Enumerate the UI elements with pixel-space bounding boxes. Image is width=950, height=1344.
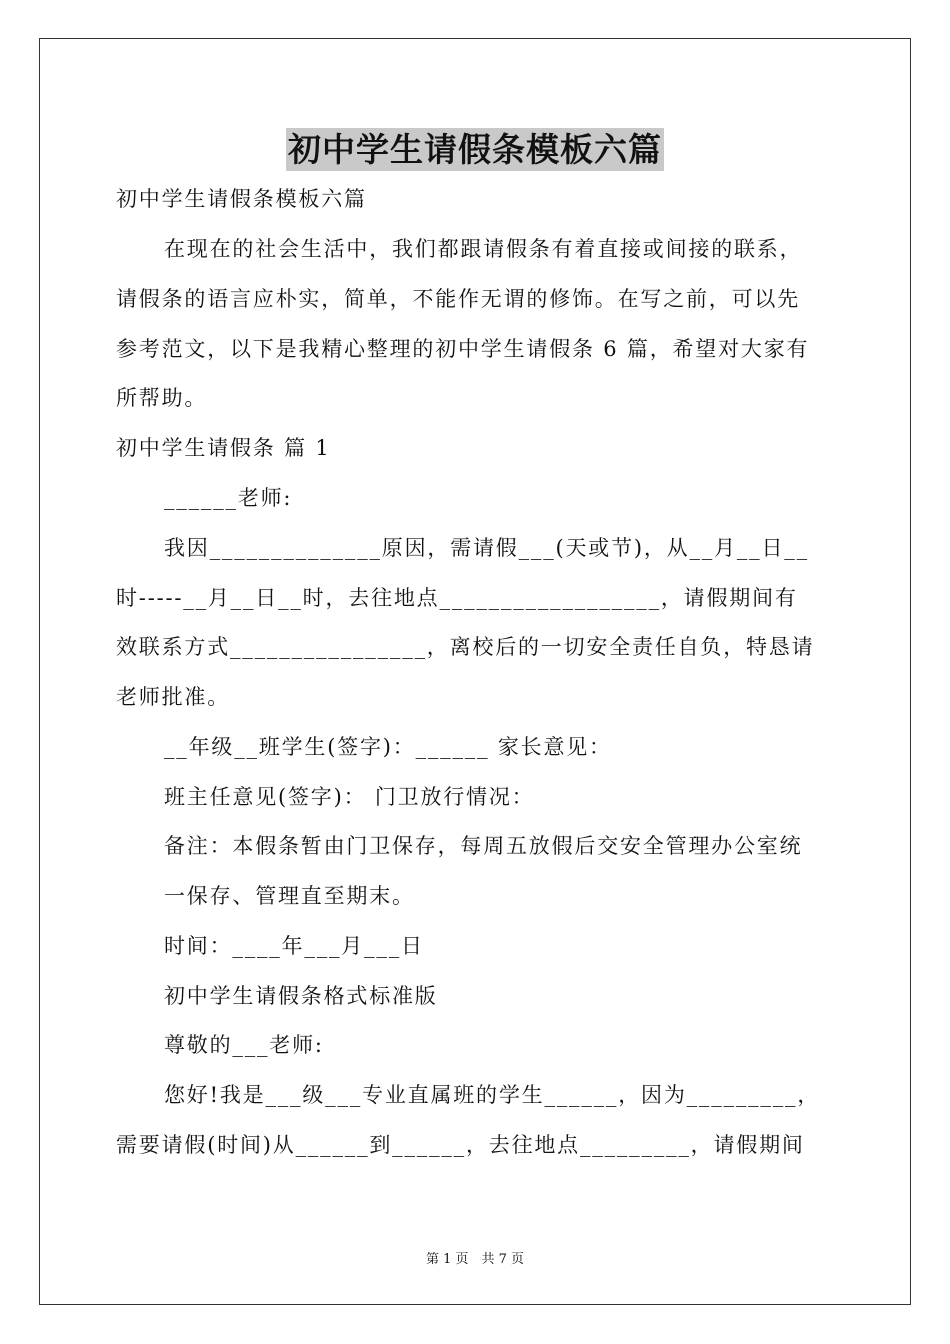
text-line: 班主任意见(签字)： 门卫放行情况：: [164, 785, 535, 809]
text-line: 您好!我是___级___专业直属班的学生______，因为_________，: [164, 1083, 821, 1107]
text-line: 请假条的语言应朴实，简单，不能作无谓的修饰。在写之前，可以先: [116, 287, 800, 311]
text-line: 备注：本假条暂由门卫保存，每周五放假后交安全管理办公室统: [164, 834, 803, 858]
document-title: 初中学生请假条模板六篇: [288, 130, 662, 169]
text-line: ______老师:: [164, 486, 293, 510]
section-heading: 初中学生请假条 篇 1: [116, 436, 331, 460]
text-line: 老师批准。: [116, 685, 230, 709]
text-line: 我因______________原因，需请假___(天或节)，从__月__日__: [164, 536, 809, 560]
text-line: 所帮助。: [116, 386, 208, 410]
text-line: 需要请假(时间)从______到______，去往地点_________，请假期间: [116, 1133, 805, 1157]
text-line: 效联系方式________________，离校后的一切安全责任自负，特恳请: [116, 635, 815, 659]
text-line: 一保存、管理直至期末。: [164, 884, 415, 908]
text-line: 时-----__月__日__时，去往地点__________________，请假期间有: [116, 586, 798, 610]
section-heading: 初中学生请假条格式标准版: [164, 984, 438, 1008]
page-border: [39, 38, 911, 1305]
text-line: 在现在的社会生活中，我们都跟请假条有着直接或间接的联系，: [164, 237, 803, 261]
subtitle-line: 初中学生请假条模板六篇: [116, 187, 367, 211]
text-line: __年级__班学生(签字)：______ 家长意见：: [164, 735, 612, 759]
text-line: 参考范文，以下是我精心整理的初中学生请假条 6 篇，希望对大家有: [116, 337, 810, 361]
text-line: 时间：____年___月___日: [164, 934, 424, 958]
page-footer: 第 1 页 共 7 页: [425, 1252, 525, 1267]
text-line: 尊敬的___老师:: [164, 1033, 324, 1057]
